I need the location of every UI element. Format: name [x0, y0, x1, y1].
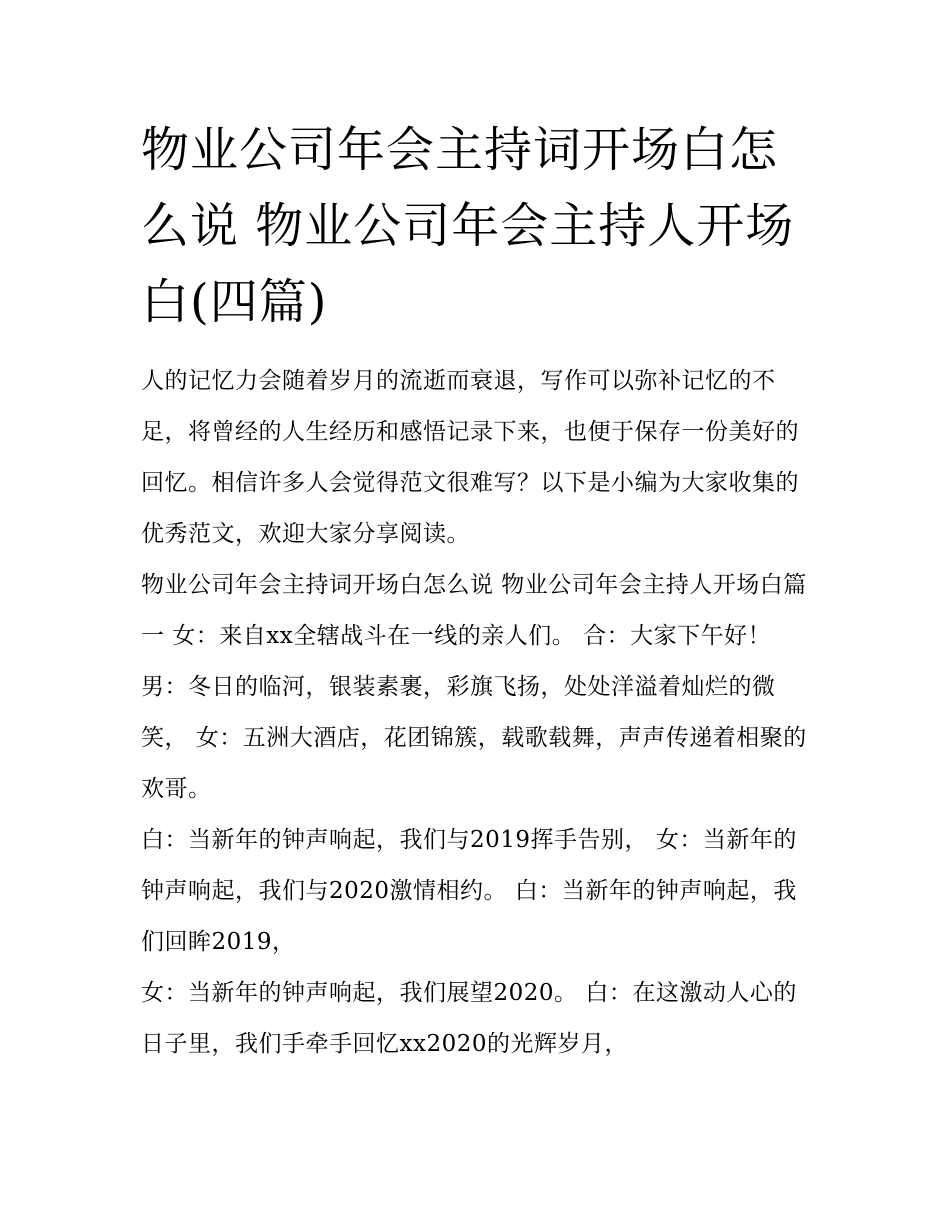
paragraph-bai-line: 白：当新年的钟声响起，我们与2019挥手告别， 女：当新年的钟声响起，我们与2020激情相约。 白：当新年的钟声响起，我们回眸2019， [141, 827, 797, 955]
paragraph-male-line: 男：冬日的临河，银装素裹，彩旗飞扬，处处洋溢着灿烂的微笑， 女：五洲大酒店，花团锦簇，载歌载舞，声声传递着相聚的欢哥。 [141, 674, 807, 802]
document-content [141, 112, 813, 1070]
paragraph-intro: 人的记忆力会随着岁月的流逝而衰退，写作可以弥补记忆的不足，将曾经的人生经历和感悟记录下来，也便于保存一份美好的回忆。相信许多人会觉得范文很难写？以下是小编为大家收集的优秀范文，欢迎大家分享阅读。 [141, 368, 799, 547]
document-title: 物业公司年会主持词开场白怎么说 物业公司年会主持人开场白(四篇) [141, 122, 795, 330]
paragraph-opening: 物业公司年会主持词开场白怎么说 物业公司年会主持人开场白篇一 女：来自xx全辖战斗在一线的亲人们。 合：大家下午好！ [141, 572, 807, 649]
paragraph-female-line: 女：当新年的钟声响起，我们展望2020。 白：在这激动人心的日子里，我们手牵手回忆xx2020的光辉岁月， [141, 980, 797, 1057]
